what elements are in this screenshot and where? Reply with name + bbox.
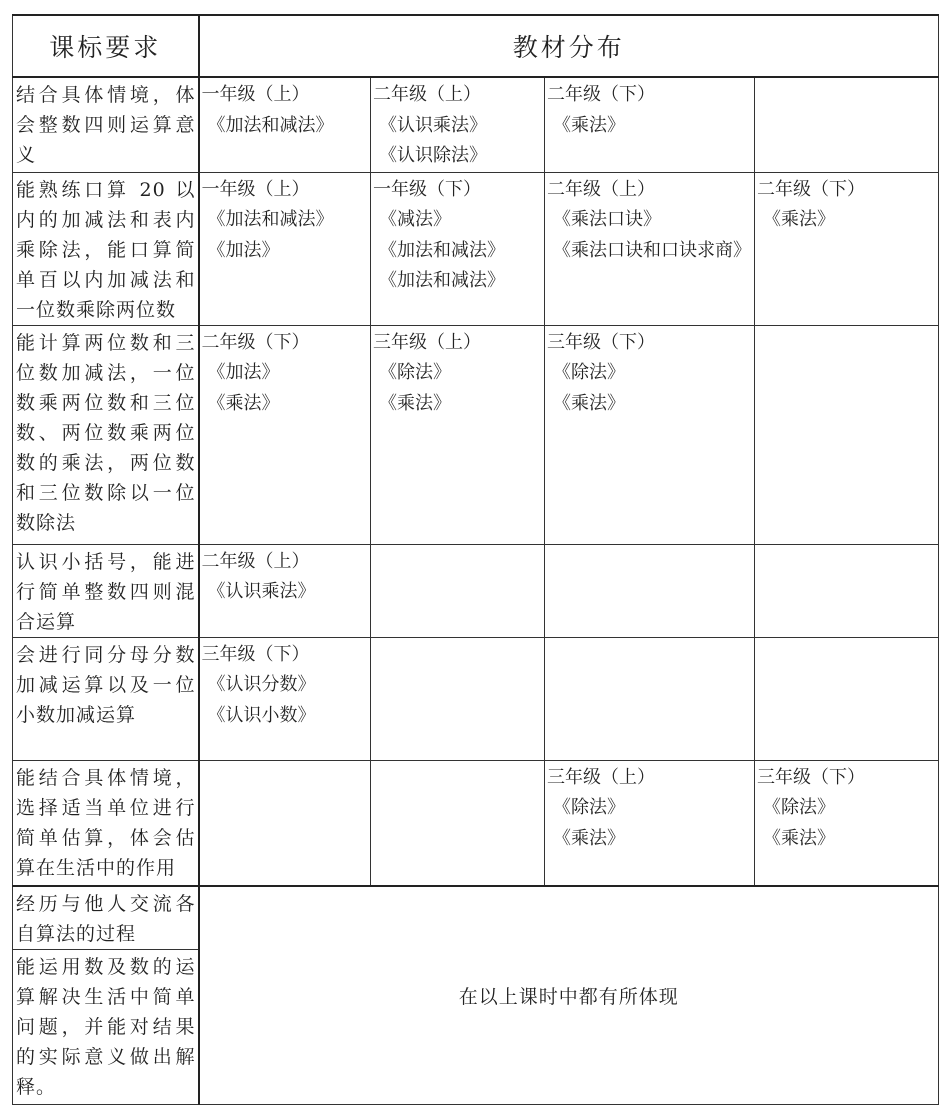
distribution-cell	[371, 544, 545, 637]
grade-label: 二年级（上）	[201, 550, 310, 572]
requirement-cell: 能结合具体情境，选择适当单位进行简单估算，体会估算在生活中的作用	[13, 760, 199, 886]
distribution-cell	[371, 325, 545, 544]
grade-label: 一年级（下）	[373, 178, 481, 200]
distribution-cell	[199, 77, 371, 172]
book-title: 《加法和减法》	[379, 270, 505, 291]
distribution-cell	[545, 760, 755, 886]
book-title: 《除法》	[553, 797, 625, 818]
table-row	[13, 760, 939, 886]
table-header-row	[13, 15, 939, 77]
distribution-cell	[199, 637, 371, 760]
book-title: 《认识乘法》	[379, 114, 487, 136]
distribution-cell	[545, 172, 755, 325]
book-title: 《除法》	[379, 362, 451, 383]
grade-label: 二年级（下）	[547, 84, 655, 105]
book-title: 《减法》	[379, 209, 451, 230]
book-title: 《加法和减法》	[207, 114, 334, 136]
requirement-cell: 能计算两位数和三位数加减法，一位数乘两位数和三位数、两位数乘两位数的乘法，两位数和三位数除以一位数除法	[13, 325, 199, 544]
book-title: 《认识除法》	[379, 145, 487, 166]
distribution-cell	[371, 77, 545, 172]
distribution-cell	[755, 77, 939, 172]
requirement-cell: 能熟练口算 20 以内的加减法和表内乘除法，能口算简单百以内加减法和一位数乘除两位数	[13, 172, 199, 325]
grade-label: 三年级（下）	[757, 766, 865, 788]
grade-label: 三年级（下）	[547, 331, 655, 353]
book-title: 《乘法》	[763, 209, 835, 230]
table-row	[13, 325, 939, 544]
distribution-cell	[199, 544, 371, 637]
distribution-cell	[371, 760, 545, 886]
table-row	[13, 886, 939, 950]
grade-label: 二年级（下）	[201, 331, 310, 353]
book-title: 《加法》	[207, 239, 280, 261]
distribution-cell	[199, 760, 371, 886]
book-title: 《加法》	[207, 362, 280, 383]
book-title: 《乘法口诀》	[553, 209, 661, 230]
grade-label: 二年级（下）	[757, 178, 865, 200]
grade-label: 二年级（上）	[373, 84, 481, 105]
header-requirement: 课标要求	[13, 15, 199, 77]
book-title: 《乘法》	[553, 114, 625, 136]
book-title: 《认识小数》	[207, 704, 316, 726]
requirement-cell: 能运用数及数的运算解决生活中简单问题，并能对结果的实际意义做出解释。	[13, 949, 199, 1104]
distribution-cell	[755, 325, 939, 544]
requirement-cell: 认识小括号，能进行简单整数四则混合运算	[13, 544, 199, 637]
distribution-cell	[199, 172, 371, 325]
book-title: 《乘法》	[207, 392, 280, 414]
distribution-cell	[545, 325, 755, 544]
table-row	[13, 544, 939, 637]
distribution-cell	[755, 637, 939, 760]
distribution-cell	[371, 637, 545, 760]
requirement-cell: 会进行同分母分数加减运算以及一位小数加减运算	[13, 637, 199, 760]
book-title: 《乘法》	[553, 392, 625, 414]
book-title: 《乘法》	[763, 827, 835, 849]
distribution-cell	[545, 637, 755, 760]
grade-label: 三年级（上）	[373, 331, 481, 353]
requirement-cell: 经历与他人交流各自算法的过程	[13, 886, 199, 950]
requirement-cell: 结合具体情境，体会整数四则运算意义	[13, 77, 199, 172]
distribution-cell	[755, 760, 939, 886]
merged-note-cell: 在以上课时中都有所体现	[199, 886, 939, 1105]
grade-label: 三年级（上）	[547, 766, 655, 788]
distribution-cell	[371, 172, 545, 325]
header-distribution: 教材分布	[199, 15, 939, 77]
distribution-cell	[755, 172, 939, 325]
curriculum-table	[12, 14, 939, 1105]
book-title: 《加法和减法》	[379, 239, 505, 261]
book-title: 《除法》	[553, 362, 625, 383]
book-title: 《乘法》	[379, 392, 451, 414]
distribution-cell	[199, 325, 371, 544]
book-title: 《认识乘法》	[207, 581, 316, 602]
book-title: 《加法和减法》	[207, 209, 334, 230]
book-title: 《乘法口诀和口诀求商》	[553, 239, 751, 261]
distribution-cell	[755, 544, 939, 637]
grade-label: 一年级（上）	[201, 84, 310, 105]
book-title: 《乘法》	[553, 827, 625, 849]
table-row	[13, 172, 939, 325]
book-title: 《认识分数》	[207, 674, 316, 695]
book-title: 《除法》	[763, 797, 835, 818]
table-row	[13, 637, 939, 760]
grade-label: 二年级（上）	[547, 178, 655, 200]
table-row	[13, 77, 939, 172]
grade-label: 一年级（上）	[201, 178, 310, 200]
distribution-cell	[545, 77, 755, 172]
distribution-cell	[545, 544, 755, 637]
grade-label: 三年级（下）	[201, 643, 310, 665]
curriculum-table-page	[12, 14, 938, 1105]
